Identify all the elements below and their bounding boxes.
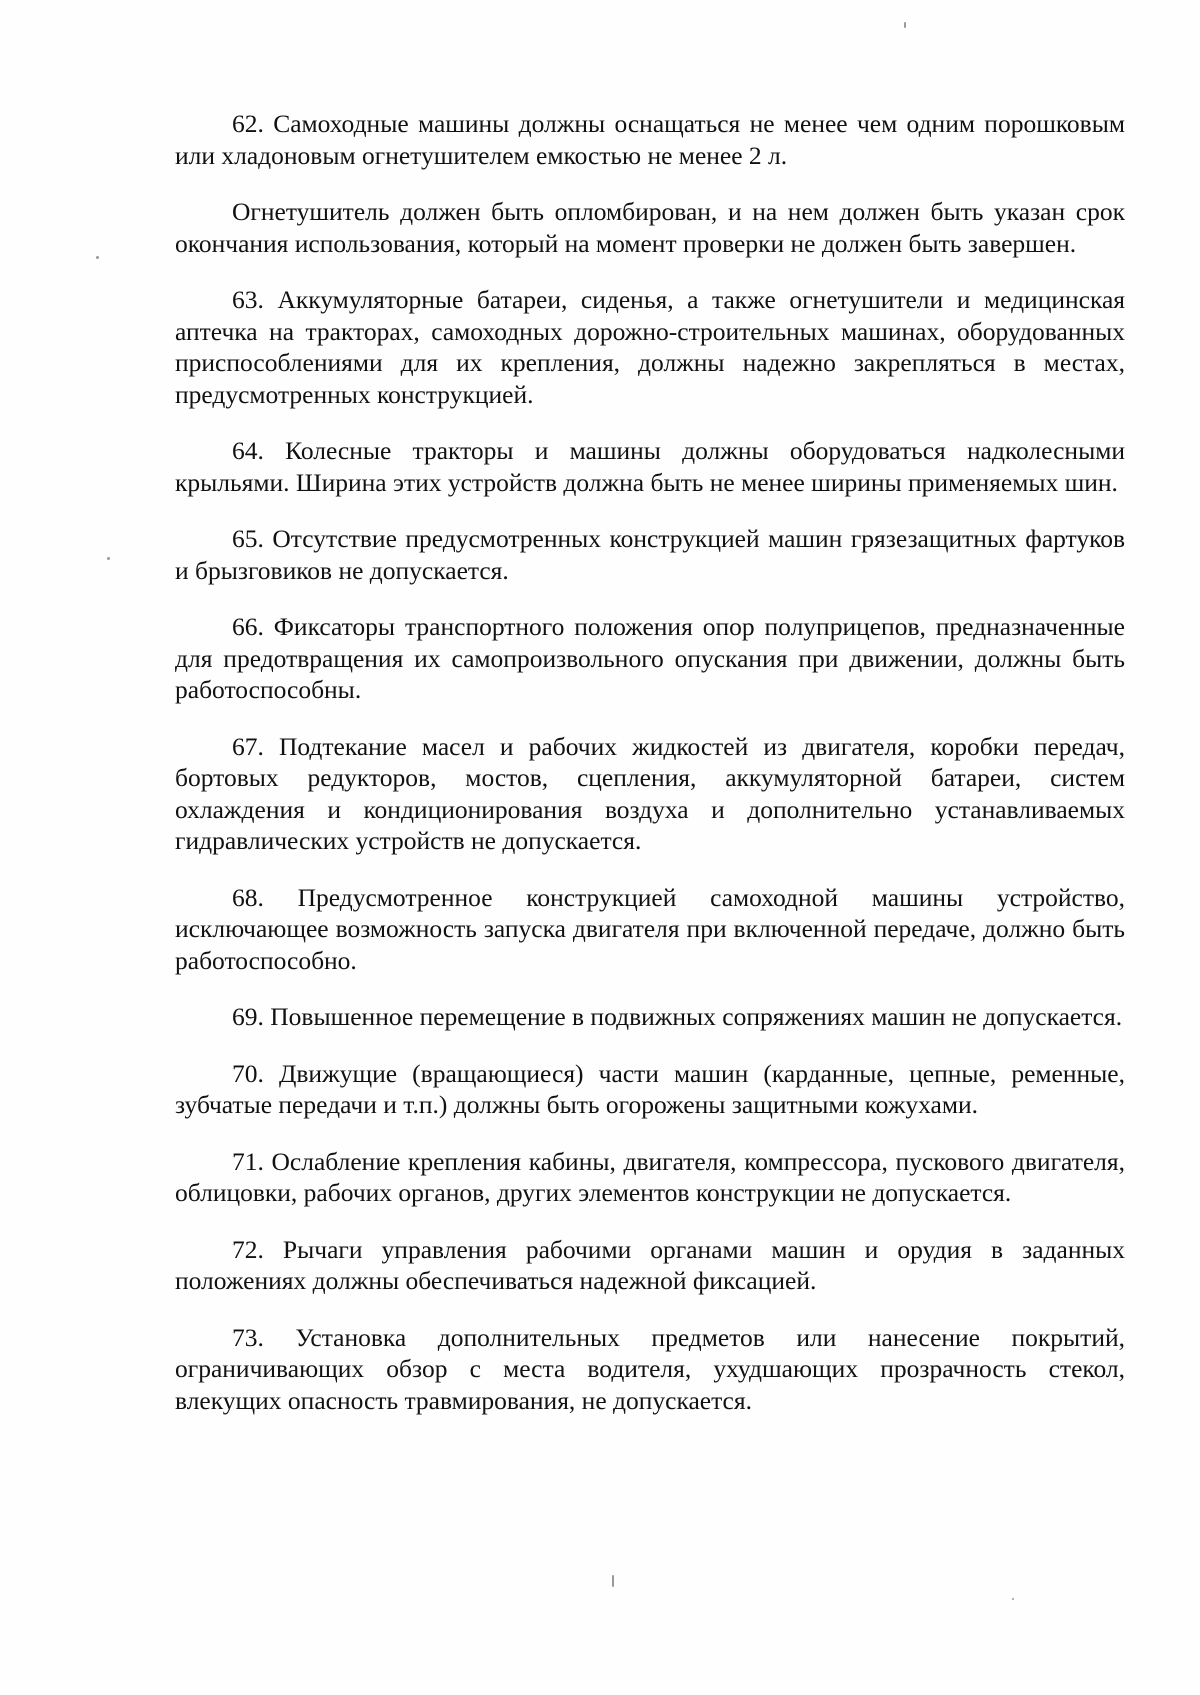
paragraph-70: 70. Движущие (вращающиеся) части машин (карданные, цепные, ременные, зубчатые передачи и т.п.) должны быть огорожены защитными кожухами.	[175, 1058, 1125, 1119]
paragraph-62: 62. Самоходные машины должны оснащаться не менее чем одним порошковым или хладоновым огнетушителем емкостью не менее 2 л.	[175, 109, 1125, 170]
paragraph-71: 71. Ослабление крепления кабины, двигателя, компрессора, пускового двигателя, облицовки, рабочих органов, других элементов конструкции не допускается.	[175, 1146, 1125, 1207]
document-body	[175, 108, 1125, 1416]
paragraph-64: 64. Колесные тракторы и машины должны оборудоваться надколесными крыльями. Ширина этих устройств должна быть не менее ширины применяемых шин.	[175, 436, 1125, 497]
scan-speck	[904, 22, 906, 28]
paragraph-65: 65. Отсутствие предусмотренных конструкцией машин грязезащитных фартуков и брызговиков не допускается.	[175, 524, 1125, 585]
scan-speck	[107, 557, 110, 560]
paragraph-66: 66. Фиксаторы транспортного положения опор полуприцепов, предназначенные для предотвращения их самопроизвольного опускания при движении, должны быть работоспособны.	[175, 612, 1125, 704]
paragraph-62-continued: Огнетушитель должен быть опломбирован, и на нем должен быть указан срок окончания использования, который на момент проверки не должен быть завершен.	[175, 197, 1125, 258]
paragraph-73: 73. Установка дополнительных предметов или нанесение покрытий, ограничивающих обзор с места водителя, ухудшающих прозрачность стекол, влекущих опасность травмирования, не допускается.	[175, 1322, 1125, 1415]
paragraph-63: 63. Аккумуляторные батареи, сиденья, а также огнетушители и медицинская аптечка на тракторах, самоходных дорожно-строительных машинах, оборудованных приспособлениями для их крепления, должны надежно закрепляться в местах, предусмотренных конструкцией.	[175, 285, 1125, 409]
paragraph-69: 69. Повышенное перемещение в подвижных сопряжениях машин не допускается.	[232, 1002, 1123, 1031]
scan-speck	[612, 1575, 614, 1587]
paragraph-72: 72. Рычаги управления рабочими органами машин и орудия в заданных положениях должны обеспечиваться надежной фиксацией.	[175, 1234, 1125, 1295]
paragraph-67: 67. Подтекание масел и рабочих жидкостей из двигателя, коробки передач, бортовых редукторов, мостов, сцепления, аккумуляторной батареи, систем охлаждения и кондиционирования воздуха и дополнительно устанавливаемых гидравлических устройств не допускается.	[175, 731, 1125, 855]
paragraph-68: 68. Предусмотренное конструкцией самоходной машины устройство, исключающее возможность запуска двигателя при включенной передаче, должно быть работоспособно.	[175, 882, 1125, 975]
scan-speck	[96, 256, 99, 259]
scan-speck	[1012, 1598, 1014, 1600]
